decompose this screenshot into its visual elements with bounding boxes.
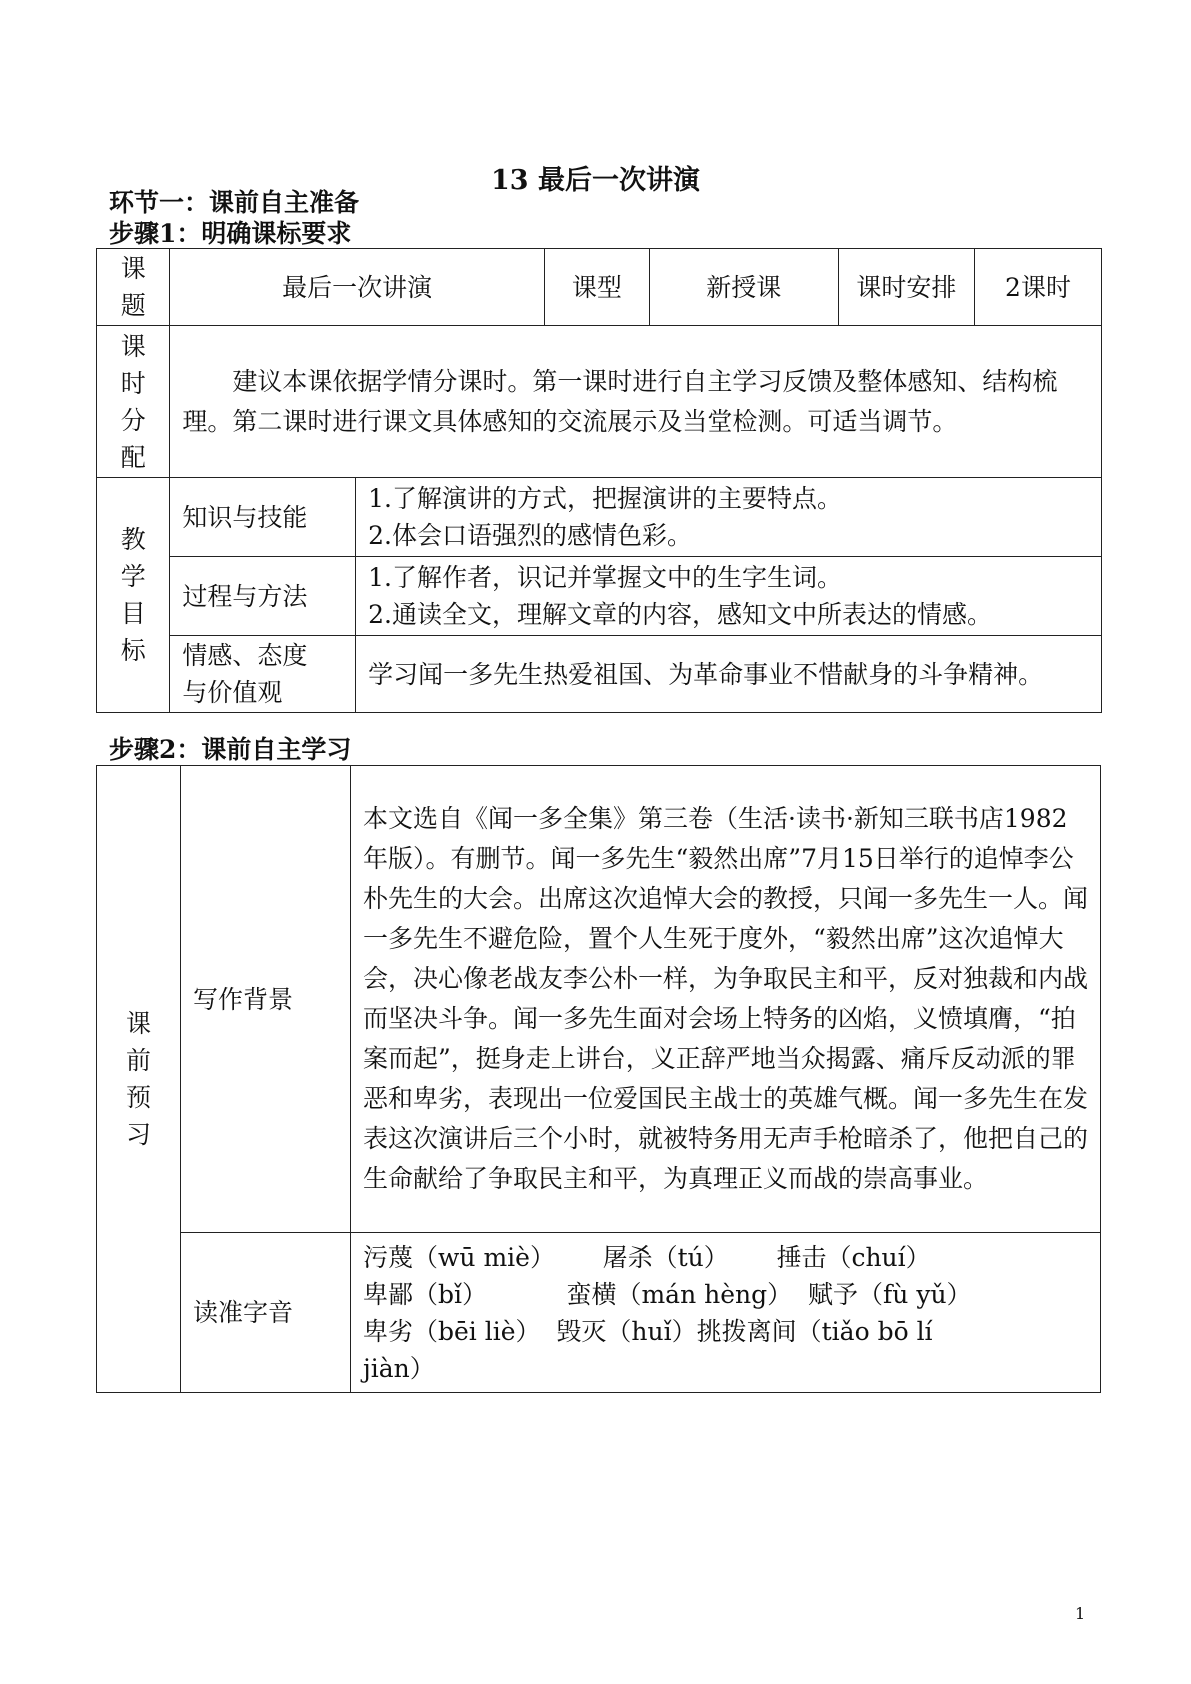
schedule-label: 课时安排 [838, 249, 974, 326]
goal-label-emotion: 情感、态度 与价值观 [170, 636, 356, 713]
curriculum-table [96, 248, 1102, 713]
type-label: 课型 [544, 249, 649, 326]
preview-label: 课 前 预 习 [97, 766, 181, 1393]
background-label: 写作背景 [181, 766, 351, 1233]
goal-content-process: 1.了解作者，识记并掌握文中的生字生词。 2.通读全文，理解文章的内容，感知文中所表达的情感。 [356, 557, 1102, 636]
goal-content-knowledge: 1.了解演讲的方式，把握演讲的主要特点。 2.体会口语强烈的感情色彩。 [356, 478, 1102, 557]
topic-value: 最后一次讲演 [170, 249, 545, 326]
background-text: 本文选自《闻一多全集》第三卷（生活·读书·新知三联书店1982年版）。有删节。闻一多先生“毅然出席”7月15日举行的追悼李公朴先生的大会。出席这次追悼大会的教授，只闻一多先生一人。闻一多先生不避危险，置个人生死于度外，“毅然出席”这次追悼大会，决心像老战友李公朴一样，为争取民主和平，反对独裁和内战而坚决斗争。闻一多先生面对会场上特务的凶焰，义愤填膺，“拍案而起”，挺身走上讲台，义正辞严地当众揭露、痛斥反动派的罪恶和卑劣，表现出一位爱国民主战士的英雄气概。闻一多先生在发表这次演讲后三个小时，就被特务用无声手枪暗杀了，他把自己的生命献给了争取民主和平，为真理正义而战的崇高事业。 [351, 766, 1101, 1233]
goal-label-process: 过程与方法 [170, 557, 356, 636]
step1-heading: 步骤1：明确课标要求 [109, 219, 352, 248]
topic-label: 课 题 [97, 249, 170, 326]
goal-content-emotion: 学习闻一多先生热爱祖国、为革命事业不惜献身的斗争精神。 [356, 636, 1102, 713]
allocation-label: 课 时 分 配 [97, 326, 170, 478]
section-heading: 环节一：课前自主准备 [109, 188, 360, 217]
allocation-text: 建议本课依据学情分课时。第一课时进行自主学习反馈及整体感知、结构梳理。第二课时进行课文具体感知的交流展示及当堂检测。可适当调节。 [170, 326, 1102, 478]
schedule-value: 2课时 [975, 249, 1102, 326]
page-number: 1 [1075, 1604, 1086, 1623]
pronunciation-list: 污蔑（wū miè） 屠杀（tú） 捶击（chuí） 卑鄙（bǐ） 蛮横（mán hèng） 赋予（fù yǔ） 卑劣（bēi liè） 毁灭（huǐ）挑拨离间（tiǎo bō lí jiàn） [351, 1233, 1101, 1393]
preview-table [96, 765, 1101, 1393]
pronunciation-label: 读准字音 [181, 1233, 351, 1393]
goals-label: 教 学 目 标 [97, 478, 170, 713]
step2-heading: 步骤2：课前自主学习 [109, 735, 352, 764]
type-value: 新授课 [649, 249, 838, 326]
page-title: 13 最后一次讲演 [491, 165, 700, 196]
goal-label-knowledge: 知识与技能 [170, 478, 356, 557]
